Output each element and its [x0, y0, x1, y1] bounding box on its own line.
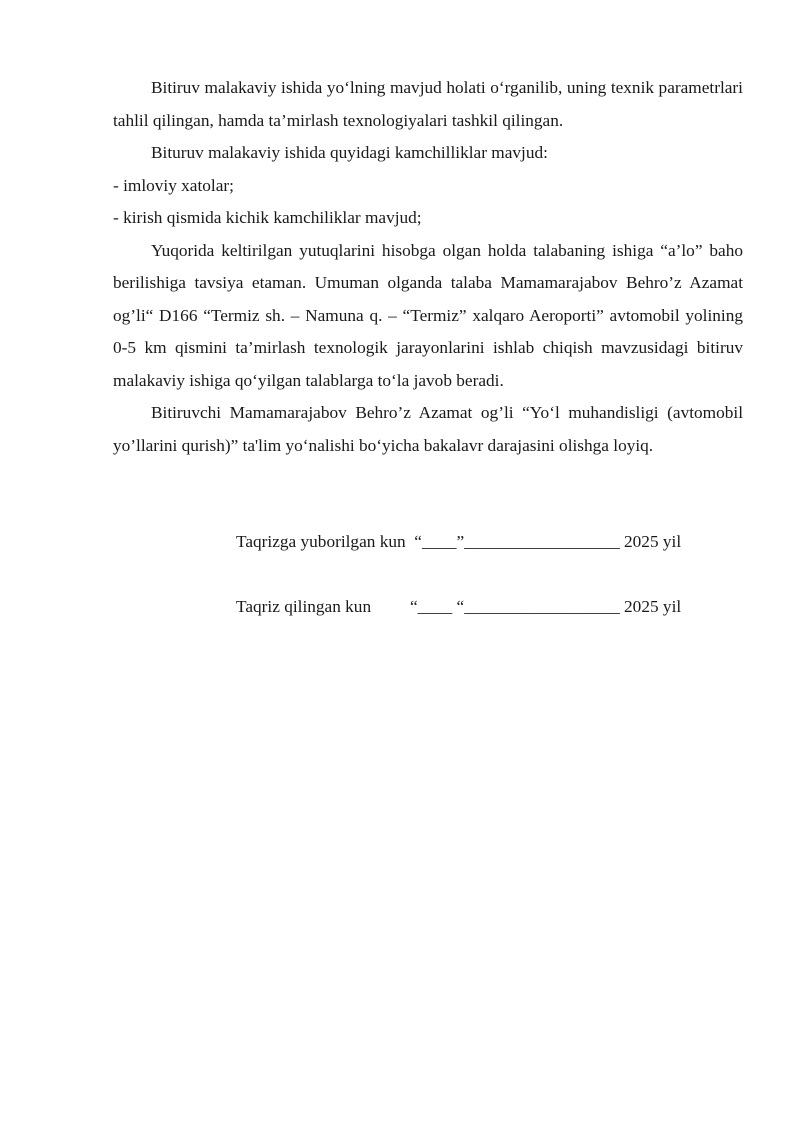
list-item-spelling-errors: - imloviy xatolar; — [113, 175, 234, 195]
paragraph-summary: Bitiruv malakaviy ishida yo‘lning mavjud holati o‘rganilib, uning texnik parametrlari tahlil qilingan, hamda ta’mirlash texnologiyalari tashkil qilingan. — [113, 78, 743, 130]
sent-date-line: Taqrizga yuborilgan kun “____”__________________ 2025 yil — [236, 532, 682, 551]
paragraph-recommendation: Yuqorida keltirilgan yutuqlarini hisobga olgan holda talabaning ishiga “a’lo” baho berilishiga tavsiya etaman. Umuman olganda talaba Mamamarajabov Behro’z Azamat og’li“ D166 “Termiz sh. – Namuna q. – “Termiz” xalqaro Aeroporti” avtomobil yolining 0-5 km qismini ta’mirlash texnologik jarayonlarini ishlab chiqish mavzusidagi bitiruv malakaviy ishiga qo‘yilgan talablarga to‘la javob beradi. — [113, 240, 743, 390]
list-item-intro-shortcomings: - kirish qismida kichik kamchiliklar mavjud; — [113, 208, 422, 227]
paragraph-conclusion: Bitiruvchi Mamamarajabov Behro’z Azamat og’li “Yo‘l muhandisligi (avtomobil yo’llarini qurish)” ta'lim yo‘nalishi bo‘yicha bakalavr darajasini olishga loyiq. — [113, 403, 743, 455]
paragraph-shortcomings-intro: Bituruv malakaviy ishida quyidagi kamchilliklar mavjud: — [151, 143, 548, 162]
reviewed-date-line: Taqriz qilingan kun “____ “__________________ 2025 yil — [236, 597, 682, 616]
document-body — [113, 72, 743, 462]
